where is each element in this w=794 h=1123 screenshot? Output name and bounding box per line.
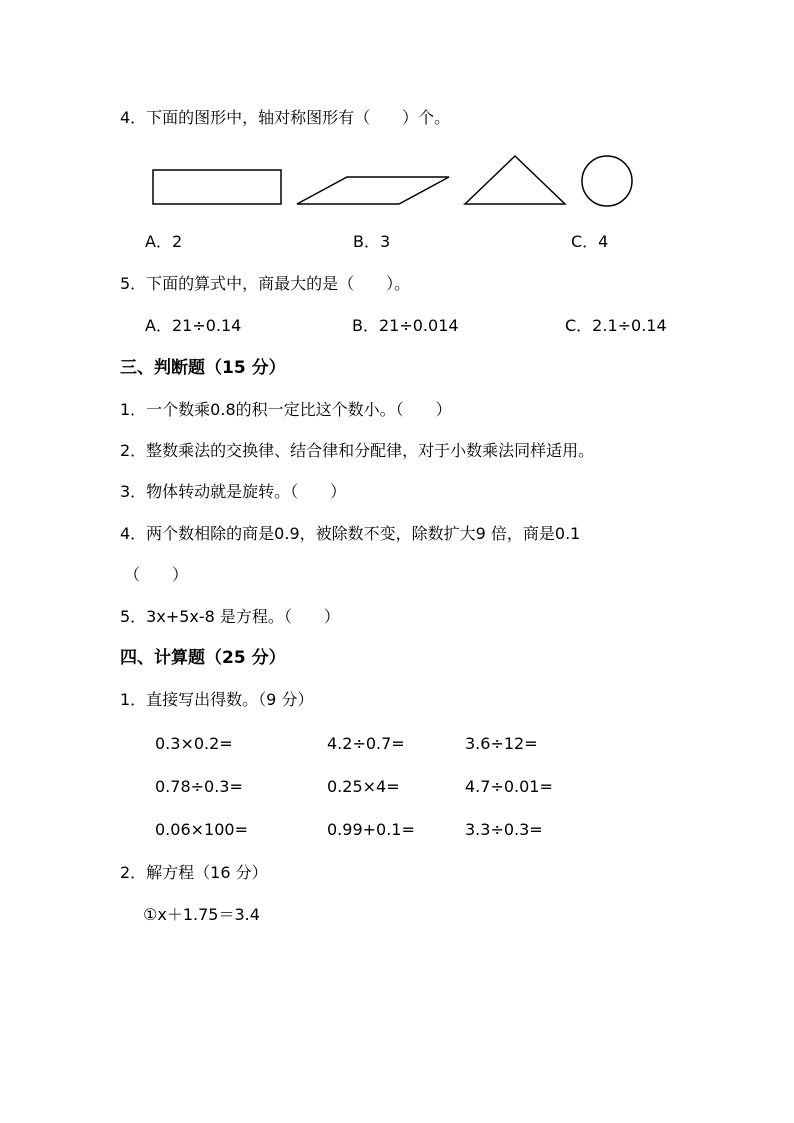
- triangle-icon: [465, 156, 565, 204]
- calc-cell: 3.6÷12=: [465, 734, 538, 753]
- shapes-figure: [150, 150, 650, 220]
- q5-option-a: A．21÷0.14: [145, 316, 242, 335]
- calc-cell: 0.99+0.1=: [327, 820, 415, 839]
- section-3-title: 三、判断题（15 分）: [120, 358, 286, 378]
- calc-cell: 0.06×100=: [155, 820, 248, 839]
- calc-cell: 3.3÷0.3=: [465, 820, 543, 839]
- calc-q1-title: 1．直接写出得数。（9 分）: [120, 690, 314, 709]
- judge-item-2: 2．整数乘法的交换律、结合律和分配律，对于小数乘法同样适用。: [120, 441, 595, 460]
- calc-cell: 0.25×4=: [327, 777, 400, 796]
- section-4-title: 四、计算题（25 分）: [120, 648, 286, 668]
- question-4-stem: 4．下面的图形中，轴对称图形有（ ）个。: [120, 108, 451, 127]
- judge-item-1: 1．一个数乘0.8的积一定比这个数小。（ ）: [120, 400, 452, 419]
- rectangle-icon: [153, 170, 281, 204]
- q5-option-c: C．2.1÷0.14: [565, 316, 667, 335]
- calc-cell: 0.3×0.2=: [155, 734, 233, 753]
- calc-q2-title: 2．解方程（16 分）: [120, 863, 268, 882]
- q4-option-a: A．2: [145, 232, 183, 251]
- judge-item-4: 4．两个数相除的商是0.9，被除数不变，除数扩大9 倍，商是0.1: [120, 524, 581, 543]
- equation-1: ①x＋1.75＝3.4: [143, 905, 260, 924]
- q4-option-c: C．4: [571, 232, 609, 251]
- judge-item-5: 5．3x+5x-8 是方程。（ ）: [120, 607, 340, 626]
- judge-item-4-blank: （ ）: [124, 565, 189, 584]
- calc-cell: 0.78÷0.3=: [155, 777, 243, 796]
- calc-cell: 4.2÷0.7=: [327, 734, 405, 753]
- question-5-stem: 5．下面的算式中，商最大的是（ ）。: [120, 274, 411, 293]
- q4-option-b: B．3: [353, 232, 391, 251]
- circle-icon: [582, 156, 632, 206]
- q5-option-b: B．21÷0.014: [352, 316, 459, 335]
- calc-cell: 4.7÷0.01=: [465, 777, 553, 796]
- parallelogram-icon: [297, 177, 449, 204]
- judge-item-3: 3．物体转动就是旋转。（ ）: [120, 482, 347, 501]
